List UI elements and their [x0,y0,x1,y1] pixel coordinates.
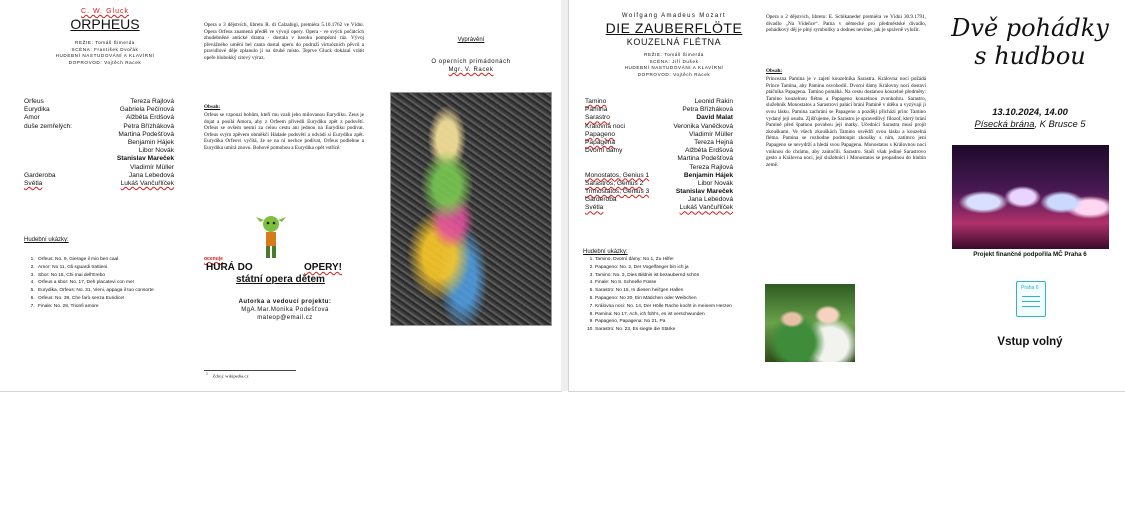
cast-name: Alžběta Erdšová [125,114,174,122]
child-drawing-image [390,92,552,326]
cast-name: Lukáš Vančuřlíček [679,204,733,212]
footnote-rule [204,370,296,371]
cast-name: Vladimír Müller [130,163,174,171]
credit-music: HUDEBNÍ NASTUDOVÁNÍ A KLAVÍRNÍ [624,65,724,71]
authors-label: Autorka a vedoucí projektu: [238,299,332,305]
cast-row [585,106,733,114]
cast-row [585,196,733,204]
orpheus-synopsis: Orfeus se vzpouzí bohům, kteří mu vzali jeho milovanou Eurydiku. Zeus je dojat a posílá Amora, aby z Orfeem přivedli Eurydiku zpět z podsvětí. Orfeus se ovšem nesmí za celou cestu ani jednou na Eurydiku podívat. Orfeus svým zpěvem obměkčí Hádade podsvětí a odvádí si Eurydiku zpět. Eurydika Orfeovi vyčítá, že se na ni nechce podívat, Orfeus podlehne a Eurydika umírá znovu. Bohové pomohou a Eurydika opět vstřícě. [204,112,364,151]
cast-name: Tereza Rajlová [689,163,733,171]
leaflet-page-orpheus [0,0,561,391]
cast-role: Světla [585,204,604,212]
cast-row [585,114,733,122]
cast-row [585,147,733,155]
cast-role: Eurydika [24,106,50,114]
cast-row [24,114,174,122]
zauberflote-cast-list [585,98,733,213]
cast-row [24,147,174,155]
orpheus-header [20,8,190,66]
performance-photo [952,145,1109,249]
event-title-line-1: Dvě pohádky [951,14,1109,42]
cast-row [24,155,174,163]
cast-role: Tamino [585,98,607,105]
cast-name: Lukáš Vančuřlíček [120,179,174,187]
cast-row [585,131,733,139]
cast-name: Stanislav Mareček [116,155,174,163]
opera-subtitle: KOUZELNÁ FLÉTNA [626,37,722,47]
cast-name: David Malat [696,114,733,122]
cast-role: Dvorní dámy [585,147,623,155]
opera-title: ORPHEUS [70,16,140,32]
music-item: 7. Finale: No. 28, Trionfi amore [36,303,195,311]
footnote [206,372,249,379]
goblin-mascot-icon [256,214,286,260]
credit-scenery: SCÉNA: Jiří Dušek [649,58,699,64]
storytelling-author: Mgr. V. Racek [448,67,494,73]
cast-row [585,155,733,163]
event-title-line-2: s hudbou [974,42,1086,70]
cast-row [585,164,733,172]
footnote-text: Zdroj: wikipedia.cz [212,373,249,379]
music-item: 7. Královna noci: No. 14, Der Hölle Rache kocht in meinem Herzen [595,303,759,311]
storytelling-header [390,36,552,74]
cast-role: Monostatos, Genius 1 [585,171,650,179]
contact-email: mateop@email.cz [257,315,313,321]
cast-name: Tereza Rajlová [130,98,174,105]
storytelling-topic: O operních primádonách [431,59,511,65]
funding-note: Projekt finančně podpořila MČ Praha 6 [973,251,1087,258]
cast-row [585,123,733,131]
credit-accompaniment: DOPROVOD: Vojtěch Racek [637,71,711,77]
credit-music: HUDEBNÍ NASTUDOVÁNÍ A KLAVÍRNÍ [55,53,155,59]
cast-row [585,204,733,212]
banner-line-2: státní opera dětem [236,274,325,285]
credit-scenery: SCÉNA: František Dvořák [71,46,139,52]
cast-role: Orfeus [24,98,44,105]
cast-role: Pamina [585,106,608,114]
cast-role: Papagena [585,138,616,146]
cast-name: Libor Novák [138,147,174,155]
credit-direction: REŽIE: Tomáš Šimerda [75,40,135,45]
cast-name: Alžběta Erdšová [684,147,733,155]
music-item: 10. Sarastro: No. 23, Es siegte die Stärke [595,326,759,334]
music-item: 1. Orfeus: No. 9, Gierage il mio ben caal [36,256,195,264]
cast-name: Vladimír Müller [689,130,733,138]
event-address: , K Brusce 5 [1034,118,1086,129]
cast-row [24,123,174,131]
cast-role: duše zemřelých: [24,122,73,130]
event-title [944,14,1116,70]
cast-name: Petra Břízháková [123,122,174,130]
zauberflote-music-list [579,256,759,334]
cast-role: Královna noci [585,122,625,130]
cast-row [585,180,733,188]
banner-line-1b: OPERY! [304,262,342,273]
music-item: 2. Papageno: No. 2, Der Vogelfänger bin ich ja [595,264,759,272]
music-item: 1. Tamino, Dvorní dámy: No 1, Zu Hilfe! [595,256,759,264]
cast-name: Jana Lebedová [128,171,174,179]
zauberflote-header [581,12,767,78]
cast-role: Trimostatos, Genius 3 [585,188,650,196]
cast-name: Tereza Hejná [694,138,733,146]
leaflet-page-zauberflote [569,0,1125,391]
cast-row [24,131,174,139]
orpheus-cast-list [24,98,174,188]
music-item: 5. Eurydika, Orfeus: No. 31, Vieni, appaga il tuo consorte [36,287,195,295]
music-heading: Hudební ukázky: [24,237,69,243]
cast-name: Leonid Rakin [694,98,733,105]
music-item: 9. Papageno, Papagena: No 21, Pa [595,318,759,326]
cast-role: Garderoba [24,171,56,179]
music-item: 5. Sarastro: No 15, In diesen heil'gen Hallen [595,287,759,295]
opera-title: DIE ZAUBERFLÖTE [605,20,743,36]
credit-direction: REŽIE: Tomáš Šimerda [644,52,704,57]
orpheus-music-list [20,256,195,311]
free-entry: Vstup volný [997,336,1063,348]
cast-name: Jana Lebedová [687,196,733,204]
zauberflote-synopsis: Princezna Pamina je v zajetí kouzelníka Sarastra. Královna noci požádá Prince Tamina, aby Paminu osvobodil. Dvorní dámy Královny noci dostaví ptáčníka Papagena. Tamino pomáhá. Na cestu dostanou kouzelné předměty: Tamino kouzelnou flétnu a Papageno kouzelnou zvonkohru. Sarastro, služebník Monostatos a Sarastrovi palácí brání Pamině v útěku a vyzývají ji svou lásku. Pamina zachrání se Papageno a později přichází princ Tamino vydaný její osudu. Zjišťujeme, že Sarastro je spravedlivý filozof, který brání Pamině před špatnou povahou její matky. Učedníci Sarastra musí projít zkouškami. Ve všech zkouškách Tamino osvědčí svou lásku a kouzelná flétna. Pamina se rozhodne podstoupit zkoušky s ním, zatímco jeni Papageno se nevydrží a hledá svou Papagenu. Monostatos s Královnou noci vniknou do chrámu, aby zaútočili. Sarastro. Stačí však jediné Sarastrovo gesto a Královna noci, její služebníci i Monostatos se propadnou do hlubin země. [766,76,926,168]
praha-6-logo-icon [1016,281,1046,317]
orpheus-intro-text: Opera o 3 dějstvích, libreto R. di Calzabigi, premiéra 5.10.1762 ve Vídni. Opera Orfeus znamená předěl ve vývoji opery. Opera - ve svých počátcích zhudebněné antické drama - dostala v baroku pompézní ráz. Vývoj převážného umění bel canta dostal operu do podruží virtuózních pěvců a pravidlové děje zplanulo ji na druhé místo. Teprve Gluck dokázal vrátit opeře hlubokký citový výraz. [204,22,364,61]
credit-accompaniment: DOPROVOD: Vojtěch Racek [68,59,142,65]
cast-role: Garderoba [585,196,617,204]
zauberflote-intro-text: Opera o 2 dějstvích, libreto: E. Schikaneder premiéra ve Vídni 30.9.1791, divadlo „Na Vídeňce“. Patna v německé pro předměstské divadlo, pohádkový děj je plný symboliky a dodnes nevíme, jak je správně vyložit. [766,14,926,34]
cast-row [24,139,174,147]
composer-name: Wolfgang Amadeus Mozart [621,13,727,19]
cast-name: Martina Podešťová [118,130,174,138]
music-heading: Hudební ukázky: [583,249,628,255]
cast-row [24,164,174,172]
music-item: 6. Papageno: No 20, Ein Mädchen oder Weibchen [595,295,759,303]
cast-name: Stanislav Mareček [675,188,733,196]
cast-name: Libor Novák [697,179,733,187]
cast-name: Benjamin Hájek [127,138,174,146]
event-venue: Písecká brána [974,118,1035,129]
cast-row [24,172,174,180]
music-item: 8. Pamina: No 17, Ach, ich fühl's, es ist verschwunden [595,311,759,319]
cast-role: Papageno [585,130,616,138]
cast-name: Martina Podešťová [677,155,733,163]
cast-row [585,188,733,196]
music-item: 6. Orfeus: No. 39, Che farò senza Euridice! [36,295,195,303]
tamino-pamina-photo [765,284,855,362]
music-item: 4. Orfeus a sbor: No. 17, Deh placatevi con me! [36,279,195,287]
music-item: 4. Finale: No 8, Schnelle Füsse [595,279,759,287]
music-item: 3. Tamino: No. 3, Dies Bildnis ist bezaubernd schön [595,272,759,280]
banner-line-1: HURÁ DO [206,262,253,273]
banner-tag: ocenuje [204,256,223,262]
storytelling-label: Vyprávění [457,37,485,43]
cast-row [24,98,174,106]
cast-row [24,180,174,188]
page-gap [561,0,569,391]
cast-name: Benjamin Hájek [683,171,733,179]
event-place [944,118,1116,129]
music-item: 2. Amor: No 11, Gli sguardi trattieni. [36,264,195,272]
composer-name: C. W. Gluck [81,8,129,15]
cast-name: Veronika Vaněčková [673,122,733,130]
cast-row [585,98,733,106]
event-date: 13.10.2024, 14.00 [992,106,1068,117]
music-item: 3. Sbor: No 15, Chi mai dell'Erebo [36,272,195,280]
synopsis-heading: Obsah: [204,104,221,110]
synopsis-heading: Obsah: [766,68,783,74]
cast-role: Světla [24,179,43,187]
cast-name: Petra Břízháková [682,106,733,114]
cast-row [24,106,174,114]
cast-role: Amor [24,114,40,122]
cast-role: Sarastro [585,114,610,122]
cast-row [585,139,733,147]
authors-name: MgA.Mar.Monika Podešťová [241,307,329,313]
cast-role: Sarastros, Genius 2 [585,179,644,187]
cast-row [585,172,733,180]
opera-for-kids-banner [204,256,364,292]
cast-name: Gabriela Pečínová [119,106,174,114]
logo-text: Praha 6 [1021,285,1039,291]
authors-block [205,298,365,322]
footnote-mark: 1 [206,372,208,376]
